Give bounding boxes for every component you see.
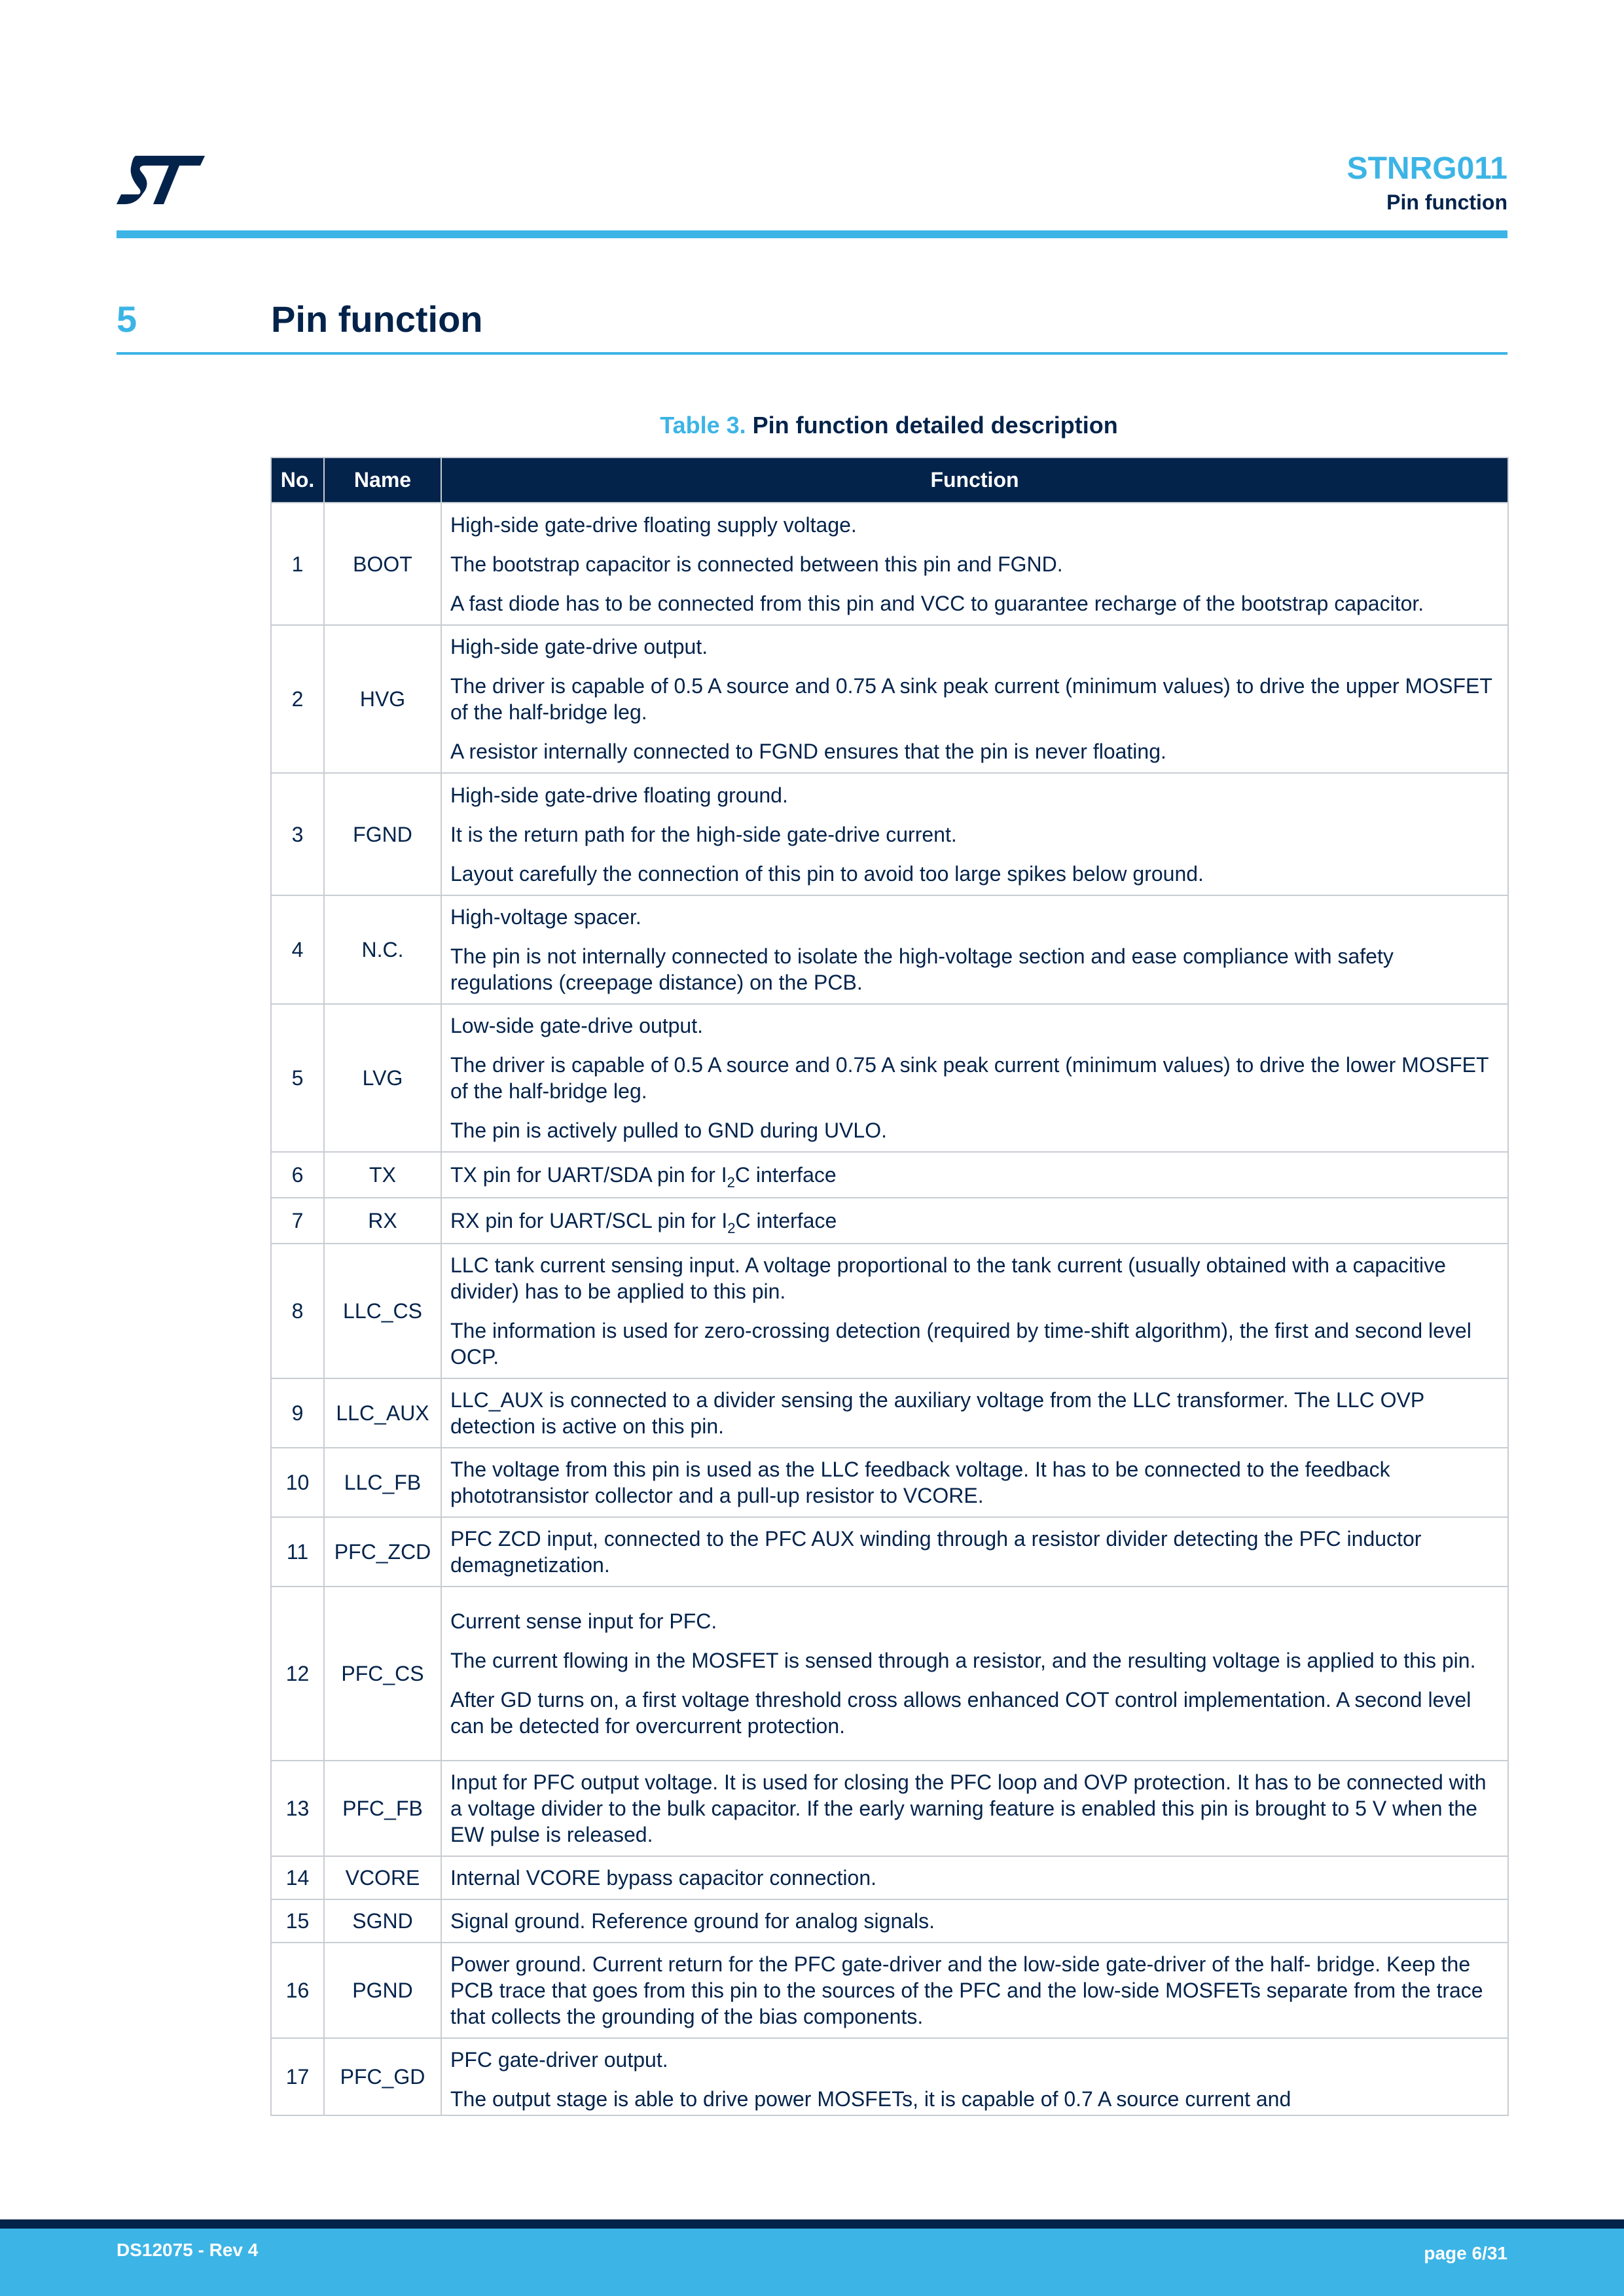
column-header-name: Name: [324, 457, 441, 503]
table-row: [271, 895, 1508, 1004]
pin-name-cell: N.C.: [324, 895, 441, 1004]
pin-name-cell: BOOT: [324, 503, 441, 625]
pin-name-cell: LLC_CS: [324, 1244, 441, 1378]
function-text-post: C interface: [734, 1163, 837, 1187]
pin-number-cell: 11: [271, 1517, 324, 1587]
pin-number-cell: 8: [271, 1244, 324, 1378]
column-header-function: Function: [441, 457, 1508, 503]
table-body: [271, 503, 1508, 2115]
pin-name-cell: LLC_AUX: [324, 1378, 441, 1448]
table-row: [271, 625, 1508, 773]
section-title: Pin function: [271, 298, 483, 340]
function-text-sub: 2: [727, 1174, 735, 1191]
function-paragraph: A resistor internally connected to FGND ensures that the pin is never floating.: [450, 740, 1166, 763]
pin-number-cell: 4: [271, 895, 324, 1004]
pin-name-cell: TX: [324, 1152, 441, 1198]
header-rule: [117, 230, 1507, 238]
pin-number-cell: 15: [271, 1899, 324, 1943]
pin-function-cell: [441, 773, 1508, 895]
function-paragraph: LLC_AUX is connected to a divider sensing the auxiliary voltage from the LLC transformer. The LLC OVP detection is active on this pin.: [450, 1388, 1424, 1438]
pin-function-cell: [441, 1517, 1508, 1587]
table-row: [271, 773, 1508, 895]
function-paragraph: Input for PFC output voltage. It is used for closing the PFC loop and OVP protection. It has to be connected with a voltage divider to the bulk capacitor. If the early warning feature is enabled this pin is brought to 5 V when the EW pulse is released.: [450, 1770, 1487, 1846]
document-header: [1347, 149, 1507, 216]
pin-number-cell: 3: [271, 773, 324, 895]
pin-function-cell: [441, 1244, 1508, 1378]
function-paragraph: The information is used for zero-crossing detection (required by time-shift algorithm), the first and second level OCP.: [450, 1319, 1471, 1369]
pin-function-cell: [441, 1856, 1508, 1899]
pin-name-cell: PFC_GD: [324, 2038, 441, 2115]
pin-function-cell: [441, 503, 1508, 625]
pin-function-cell: [441, 1004, 1508, 1152]
pin-function-cell: [441, 1448, 1508, 1517]
pin-number-cell: 17: [271, 2038, 324, 2115]
function-paragraph: Layout carefully the connection of this pin to avoid too large spikes below ground.: [450, 861, 1204, 886]
function-paragraph: The pin is actively pulled to GND during UVLO.: [450, 1119, 887, 1142]
pin-number-cell: 16: [271, 1943, 324, 2038]
pin-number-cell: 5: [271, 1004, 324, 1152]
function-text-post: C interface: [735, 1209, 837, 1232]
pin-number-cell: 14: [271, 1856, 324, 1899]
table-row: [271, 1378, 1508, 1448]
header-section-name: Pin function: [1386, 190, 1507, 214]
pin-function-cell: [441, 1152, 1508, 1198]
table-row: [271, 1244, 1508, 1378]
pin-number-cell: 1: [271, 503, 324, 625]
column-header-no: No.: [271, 457, 324, 503]
function-paragraph: A fast diode has to be connected from this pin and VCC to guarantee recharge of the bootstrap capacitor.: [450, 591, 1424, 615]
function-paragraph: LLC tank current sensing input. A voltage proportional to the tank current (usually obtained with a capacitive divider) has to be applied to this pin.: [450, 1253, 1446, 1303]
pin-function-cell: [441, 1587, 1508, 1761]
pin-function-cell: [441, 1943, 1508, 2038]
function-paragraph: The pin is not internally connected to isolate the high-voltage section and ease compliance with safety regulations (creepage distance) on the PCB.: [450, 944, 1394, 994]
function-paragraph: [450, 1208, 1500, 1234]
section-number: 5: [117, 298, 137, 340]
function-paragraph: [450, 1162, 1500, 1191]
table-row: [271, 1899, 1508, 1943]
function-paragraph: The current flowing in the MOSFET is sensed through a resistor, and the resulting voltage is applied to this pin.: [450, 1649, 1476, 1672]
pin-name-cell: RX: [324, 1198, 441, 1244]
table-row: [271, 1587, 1508, 1761]
table-row: [271, 1943, 1508, 2038]
pin-name-cell: PFC_FB: [324, 1761, 441, 1856]
footer-rule: [0, 2219, 1624, 2229]
pin-number-cell: 7: [271, 1198, 324, 1244]
pin-function-cell: [441, 1378, 1508, 1448]
pin-number-cell: 13: [271, 1761, 324, 1856]
function-paragraph: PFC gate-driver output.: [450, 2048, 668, 2072]
pin-function-cell: [441, 1899, 1508, 1943]
part-number: STNRG011: [1346, 151, 1507, 186]
function-paragraph: High-side gate-drive floating supply voltage.: [450, 512, 857, 537]
pin-name-cell: PFC_ZCD: [324, 1517, 441, 1587]
pin-name-cell: SGND: [324, 1899, 441, 1943]
pin-function-cell: [441, 1198, 1508, 1244]
page-number: page 6/31: [1424, 2243, 1507, 2263]
pin-function-cell: [441, 1761, 1508, 1856]
function-paragraph: Internal VCORE bypass capacitor connection.: [450, 1866, 876, 1890]
table-row: [271, 1856, 1508, 1899]
function-paragraph: The bootstrap capacitor is connected between this pin and FGND.: [450, 552, 1063, 576]
function-paragraph: High-side gate-drive floating ground.: [450, 783, 788, 807]
pin-function-cell: [441, 625, 1508, 773]
document-id: DS12075 - Rev 4: [117, 2240, 259, 2260]
function-paragraph: High-side gate-drive output.: [450, 635, 708, 658]
table-caption-title: Pin function detailed description: [752, 412, 1118, 439]
pin-name-cell: PGND: [324, 1943, 441, 2038]
function-paragraph: The output stage is able to drive power MOSFETs, it is capable of 0.7 A source current and: [450, 2087, 1291, 2111]
function-paragraph: Current sense input for PFC.: [450, 1609, 717, 1633]
function-paragraph: The driver is capable of 0.5 A source and 0.75 A sink peak current (minimum values) to drive the lower MOSFET of the half-bridge leg.: [450, 1053, 1489, 1103]
function-text-pre: RX pin for UART/SCL pin for I: [450, 1209, 728, 1232]
table-row: [271, 1004, 1508, 1152]
table-row: [271, 1198, 1508, 1244]
section-heading: [117, 293, 1507, 355]
pin-name-cell: LVG: [324, 1004, 441, 1152]
table-row: [271, 1152, 1508, 1198]
table-caption-label: Table 3.: [660, 412, 746, 439]
function-text-pre: TX pin for UART/SDA pin for I: [450, 1163, 727, 1187]
pin-number-cell: 2: [271, 625, 324, 773]
pin-function-table: [270, 457, 1509, 2116]
function-paragraph: High-voltage spacer.: [450, 905, 641, 929]
pin-name-cell: HVG: [324, 625, 441, 773]
function-paragraph: Low-side gate-drive output.: [450, 1014, 703, 1037]
pin-number-cell: 6: [271, 1152, 324, 1198]
function-paragraph: PFC ZCD input, connected to the PFC AUX winding through a resistor divider detecting the PFC inductor demagnetization.: [450, 1527, 1422, 1577]
pin-function-cell: [441, 895, 1508, 1004]
pin-number-cell: 12: [271, 1587, 324, 1761]
pin-name-cell: LLC_FB: [324, 1448, 441, 1517]
function-paragraph: The voltage from this pin is used as the LLC feedback voltage. It has to be connected to the feedback phototransistor collector and a pull-up resistor to VCORE.: [450, 1458, 1390, 1507]
pin-name-cell: PFC_CS: [324, 1587, 441, 1761]
table-row: [271, 1517, 1508, 1587]
table-row: [271, 503, 1508, 625]
table-row: [271, 2038, 1508, 2115]
table-header-row: [271, 457, 1508, 503]
function-paragraph: Power ground. Current return for the PFC gate-driver and the low-side gate-driver of the half- bridge. Keep the PCB trace that goes from this pin to the sources of the PFC and the low-side MOSFETs separate from the trace that collects the grounding of the bias components.: [450, 1952, 1483, 2028]
function-paragraph: After GD turns on, a first voltage threshold cross allows enhanced COT control implementation. A second level can be detected for overcurrent protection.: [450, 1688, 1471, 1738]
table-row: [271, 1448, 1508, 1517]
pin-number-cell: 9: [271, 1378, 324, 1448]
function-paragraph: Signal ground. Reference ground for analog signals.: [450, 1909, 935, 1933]
pin-name-cell: FGND: [324, 773, 441, 895]
pin-name-cell: VCORE: [324, 1856, 441, 1899]
st-logo-icon: [117, 156, 205, 204]
pin-function-cell: [441, 2038, 1508, 2115]
table-caption: [270, 410, 1507, 441]
function-paragraph: It is the return path for the high-side gate-drive current.: [450, 822, 957, 846]
table-row: [271, 1761, 1508, 1856]
page-footer: [0, 2229, 1624, 2296]
function-paragraph: The driver is capable of 0.5 A source and 0.75 A sink peak current (minimum values) to drive the upper MOSFET of the half-bridge leg.: [450, 674, 1492, 724]
pin-number-cell: 10: [271, 1448, 324, 1517]
function-text-sub: 2: [727, 1220, 736, 1236]
